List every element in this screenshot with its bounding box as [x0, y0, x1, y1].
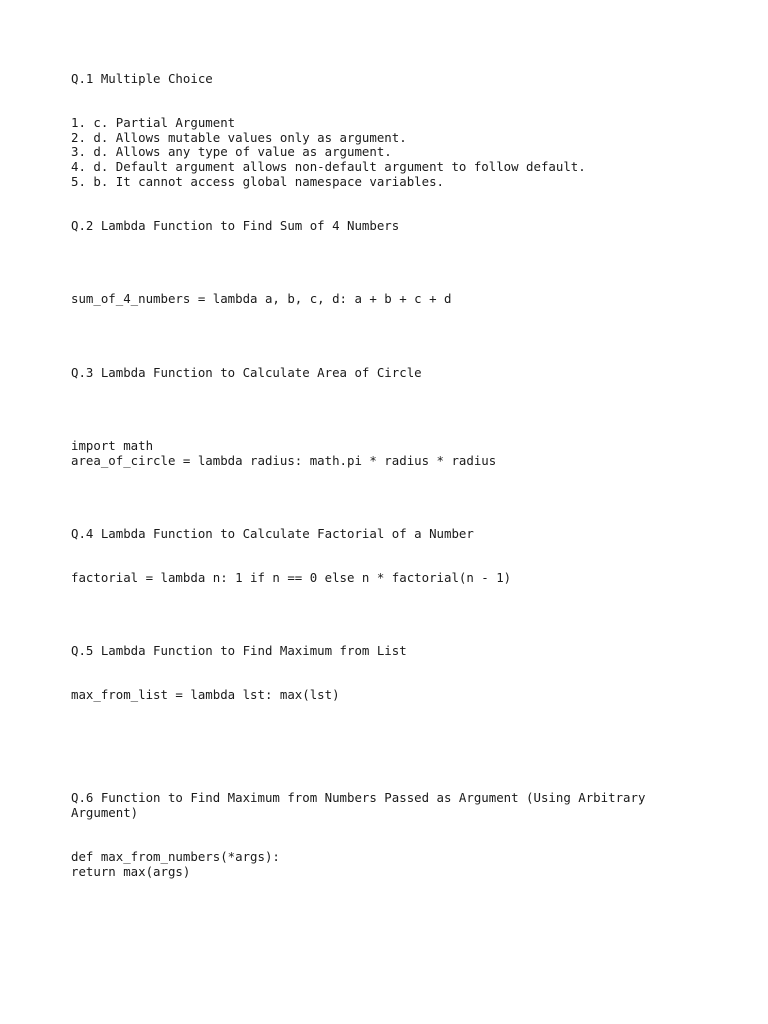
q5-code-line: max_from_list = lambda lst: max(lst) — [71, 687, 340, 702]
q3-heading: Q.3 Lambda Function to Calculate Area of Circle — [71, 365, 422, 380]
q2-code-line: sum_of_4_numbers = lambda a, b, c, d: a + b + c + d — [71, 291, 452, 306]
q4-code-line: factorial = lambda n: 1 if n == 0 else n * factorial(n - 1) — [71, 570, 512, 585]
q1-heading: Q.1 Multiple Choice — [71, 71, 213, 86]
q3-code-line-1: import math — [71, 438, 154, 453]
q2-heading: Q.2 Lambda Function to Find Sum of 4 Numbers — [71, 218, 400, 233]
q3-code-line-2: area_of_circle = lambda radius: math.pi * radius * radius — [71, 452, 497, 468]
q4-heading: Q.4 Lambda Function to Calculate Factorial of a Number — [71, 526, 474, 541]
q6-code-line-1: def max_from_numbers(*args): — [71, 849, 280, 864]
q6-heading-line-1: Q.6 Function to Find Maximum from Numbers Passed as Argument (Using Arbitrary — [71, 790, 646, 805]
q1-answer-3: 3. d. Allows any type of value as argument. — [71, 144, 392, 160]
q1-answer-5: 5. b. It cannot access global namespace variables. — [71, 173, 444, 189]
q6-heading-line-2: Argument) — [71, 804, 139, 820]
q5-heading: Q.5 Lambda Function to Find Maximum from List — [71, 643, 407, 658]
q1-answer-2: 2. d. Allows mutable values only as argument. — [71, 129, 407, 145]
q6-code-line-2: return max(args) — [71, 863, 191, 879]
q1-answer-4: 4. d. Default argument allows non-default argument to follow default. — [71, 159, 586, 175]
q1-answer-1: 1. c. Partial Argument — [71, 115, 236, 130]
